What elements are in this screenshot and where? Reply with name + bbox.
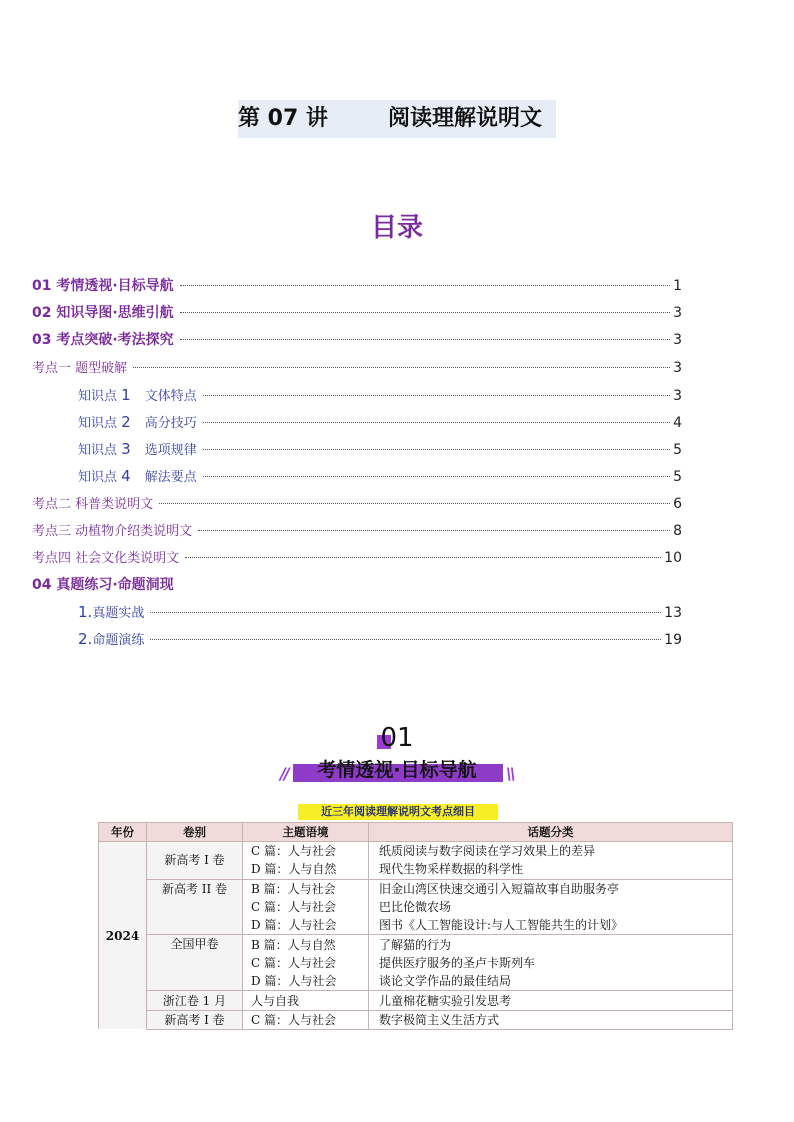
toc-entry[interactable] (32, 329, 682, 356)
toc-entry[interactable] (32, 384, 682, 411)
toc-entry[interactable] (32, 275, 682, 302)
toc-entry-text: 真题实战 (92, 606, 145, 622)
toc-entry-page: 3 (673, 332, 682, 349)
toc-leader (180, 312, 670, 313)
topic-cell: 图书《人工智能设计:与人工智能共生的计划》 (369, 916, 733, 935)
theme-cell: C 篇：人与社会 (243, 954, 369, 972)
table-header-row (99, 823, 733, 842)
toc-heading: 目录 (370, 213, 423, 243)
toc-leader (198, 530, 670, 531)
toc-entry[interactable] (32, 574, 682, 601)
toc-entry[interactable] (32, 520, 682, 547)
toc-entry-label: 01 考情透视·目标导航 (32, 278, 174, 294)
topic-cell: 旧金山湾区快速交通引入短篇故事自助服务亭 (369, 879, 733, 898)
toc-entry-number: 2. (78, 630, 93, 649)
toc-entry-label: 02 知识导图·思维引航 (32, 305, 174, 322)
paper-cell: 全国甲卷 (147, 935, 243, 991)
toc-entry[interactable] (32, 411, 682, 438)
toc-entry-label: 03 考点突破·考法探究 (32, 332, 174, 349)
table-caption: 近三年阅读理解说明文考点细目 (298, 804, 498, 820)
topic-cell: 谈论文学作品的最佳结局 (369, 972, 733, 991)
toc-entry-page: 4 (673, 414, 682, 431)
toc-entry[interactable] (32, 493, 682, 520)
toc-entry-text: 选项规律 (144, 443, 197, 459)
topic-cell: 巴比伦微农场 (369, 898, 733, 916)
toc-leader (150, 639, 661, 640)
paper-cell: 浙江卷 1 月 (147, 991, 243, 1010)
toc-entry-text: 高分技巧 (144, 415, 197, 431)
section-number: 01 (380, 723, 414, 753)
table-row (99, 842, 733, 861)
paper-cell: 新高考 I 卷 (147, 842, 243, 880)
toc-entry-number: 1. (78, 603, 93, 622)
toc-leader (180, 285, 670, 286)
toc-entry-label (78, 628, 144, 652)
column-header-topic: 话题分类 (369, 823, 733, 842)
toc-leader (150, 612, 661, 613)
toc-entry-text: 解法要点 (144, 470, 197, 486)
toc-entry-number: 2 (121, 412, 131, 431)
toc-entry-label (78, 465, 197, 489)
table-row (99, 935, 733, 954)
toc-entry-label (78, 411, 197, 435)
toc-entry-page: 1 (673, 278, 682, 294)
toc-entry-page: 3 (673, 387, 682, 404)
toc-leader (180, 339, 670, 340)
topics-table (98, 822, 733, 1030)
toc-entry-number: 4 (121, 467, 131, 486)
topic-cell: 了解猫的行为 (369, 935, 733, 954)
slash-decoration-right: \\ (506, 764, 514, 783)
toc-leader (133, 367, 670, 368)
toc-entry-label: 考点一 题型破解 (32, 360, 128, 376)
theme-cell: D 篇：人与社会 (243, 972, 369, 991)
theme-cell: D 篇：人与自然 (243, 860, 369, 879)
toc-leader (159, 503, 670, 504)
theme-cell: C 篇：人与社会 (243, 898, 369, 916)
theme-cell: 人与自我 (243, 991, 369, 1010)
topic-cell: 纸质阅读与数字阅读在学习效果上的差异 (369, 842, 733, 861)
table-row (99, 991, 733, 1010)
toc-leader (203, 422, 670, 423)
toc-entry-label (78, 601, 144, 625)
toc-leader (185, 557, 661, 558)
topic-cell: 现代生物采样数据的科学性 (369, 860, 733, 879)
theme-cell: B 篇：人与自然 (243, 935, 369, 954)
toc-entry-page: 10 (664, 549, 682, 566)
topic-cell: 儿童棉花糖实验引发思考 (369, 991, 733, 1010)
toc-leader (203, 476, 670, 477)
toc-entry-prefix: 知识点 (78, 443, 118, 459)
toc-entry[interactable] (32, 547, 682, 574)
table-of-contents (32, 275, 682, 656)
toc-entry-number: 3 (121, 440, 131, 459)
toc-entry-prefix: 知识点 (78, 388, 118, 404)
toc-entry-text: 文体特点 (144, 388, 197, 404)
toc-leader (203, 449, 670, 450)
toc-entry[interactable] (32, 628, 682, 655)
toc-entry-label (78, 438, 197, 462)
topic-cell: 数字极简主义生活方式 (369, 1010, 733, 1029)
table-row (99, 1010, 733, 1029)
toc-entry-label (78, 384, 197, 408)
lecture-number: 第 07 讲 (238, 106, 328, 131)
topic-cell: 提供医疗服务的圣卢卡斯列车 (369, 954, 733, 972)
toc-entry[interactable] (32, 465, 682, 492)
toc-entry-page: 13 (664, 605, 682, 622)
theme-cell: C 篇：人与社会 (243, 842, 369, 861)
toc-leader (203, 395, 670, 396)
toc-entry-label: 04 真题练习·命题洞现 (32, 577, 174, 594)
toc-entry-page: 5 (673, 469, 682, 486)
slash-decoration-left: // (280, 764, 288, 783)
toc-entry-page: 8 (673, 522, 682, 539)
toc-entry-page: 19 (664, 632, 682, 649)
paper-cell: 新高考 II 卷 (147, 879, 243, 935)
column-header-paper: 卷别 (147, 823, 243, 842)
theme-cell: D 篇：人与社会 (243, 916, 369, 935)
table-row (99, 879, 733, 898)
toc-entry-label: 考点四 社会文化类说明文 (32, 550, 180, 566)
toc-entry[interactable] (32, 438, 682, 465)
column-header-theme: 主题语境 (243, 823, 369, 842)
lecture-title: 阅读理解说明文 (388, 106, 543, 131)
section-title: 考情透视·目标导航 (317, 759, 477, 781)
toc-entry-label: 考点三 动植物介绍类说明文 (32, 523, 193, 539)
paper-cell: 新高考 I 卷 (147, 1010, 243, 1029)
toc-entry-page: 3 (673, 359, 682, 376)
toc-entry-page: 6 (673, 495, 682, 512)
toc-entry-text: 命题演练 (92, 633, 145, 649)
toc-entry-label: 考点二 科普类说明文 (32, 496, 154, 512)
theme-cell: C 篇：人与社会 (243, 1010, 369, 1029)
toc-entry[interactable] (32, 357, 682, 384)
toc-entry[interactable] (32, 601, 682, 628)
toc-entry-prefix: 知识点 (78, 470, 118, 486)
theme-cell: B 篇：人与社会 (243, 879, 369, 898)
toc-entry-page: 3 (673, 305, 682, 322)
toc-entry-number: 1 (121, 385, 131, 404)
toc-entry-page: 5 (673, 442, 682, 459)
year-cell: 2024 (99, 842, 147, 1030)
toc-entry[interactable] (32, 302, 682, 329)
column-header-year: 年份 (99, 823, 147, 842)
toc-entry-prefix: 知识点 (78, 415, 118, 431)
